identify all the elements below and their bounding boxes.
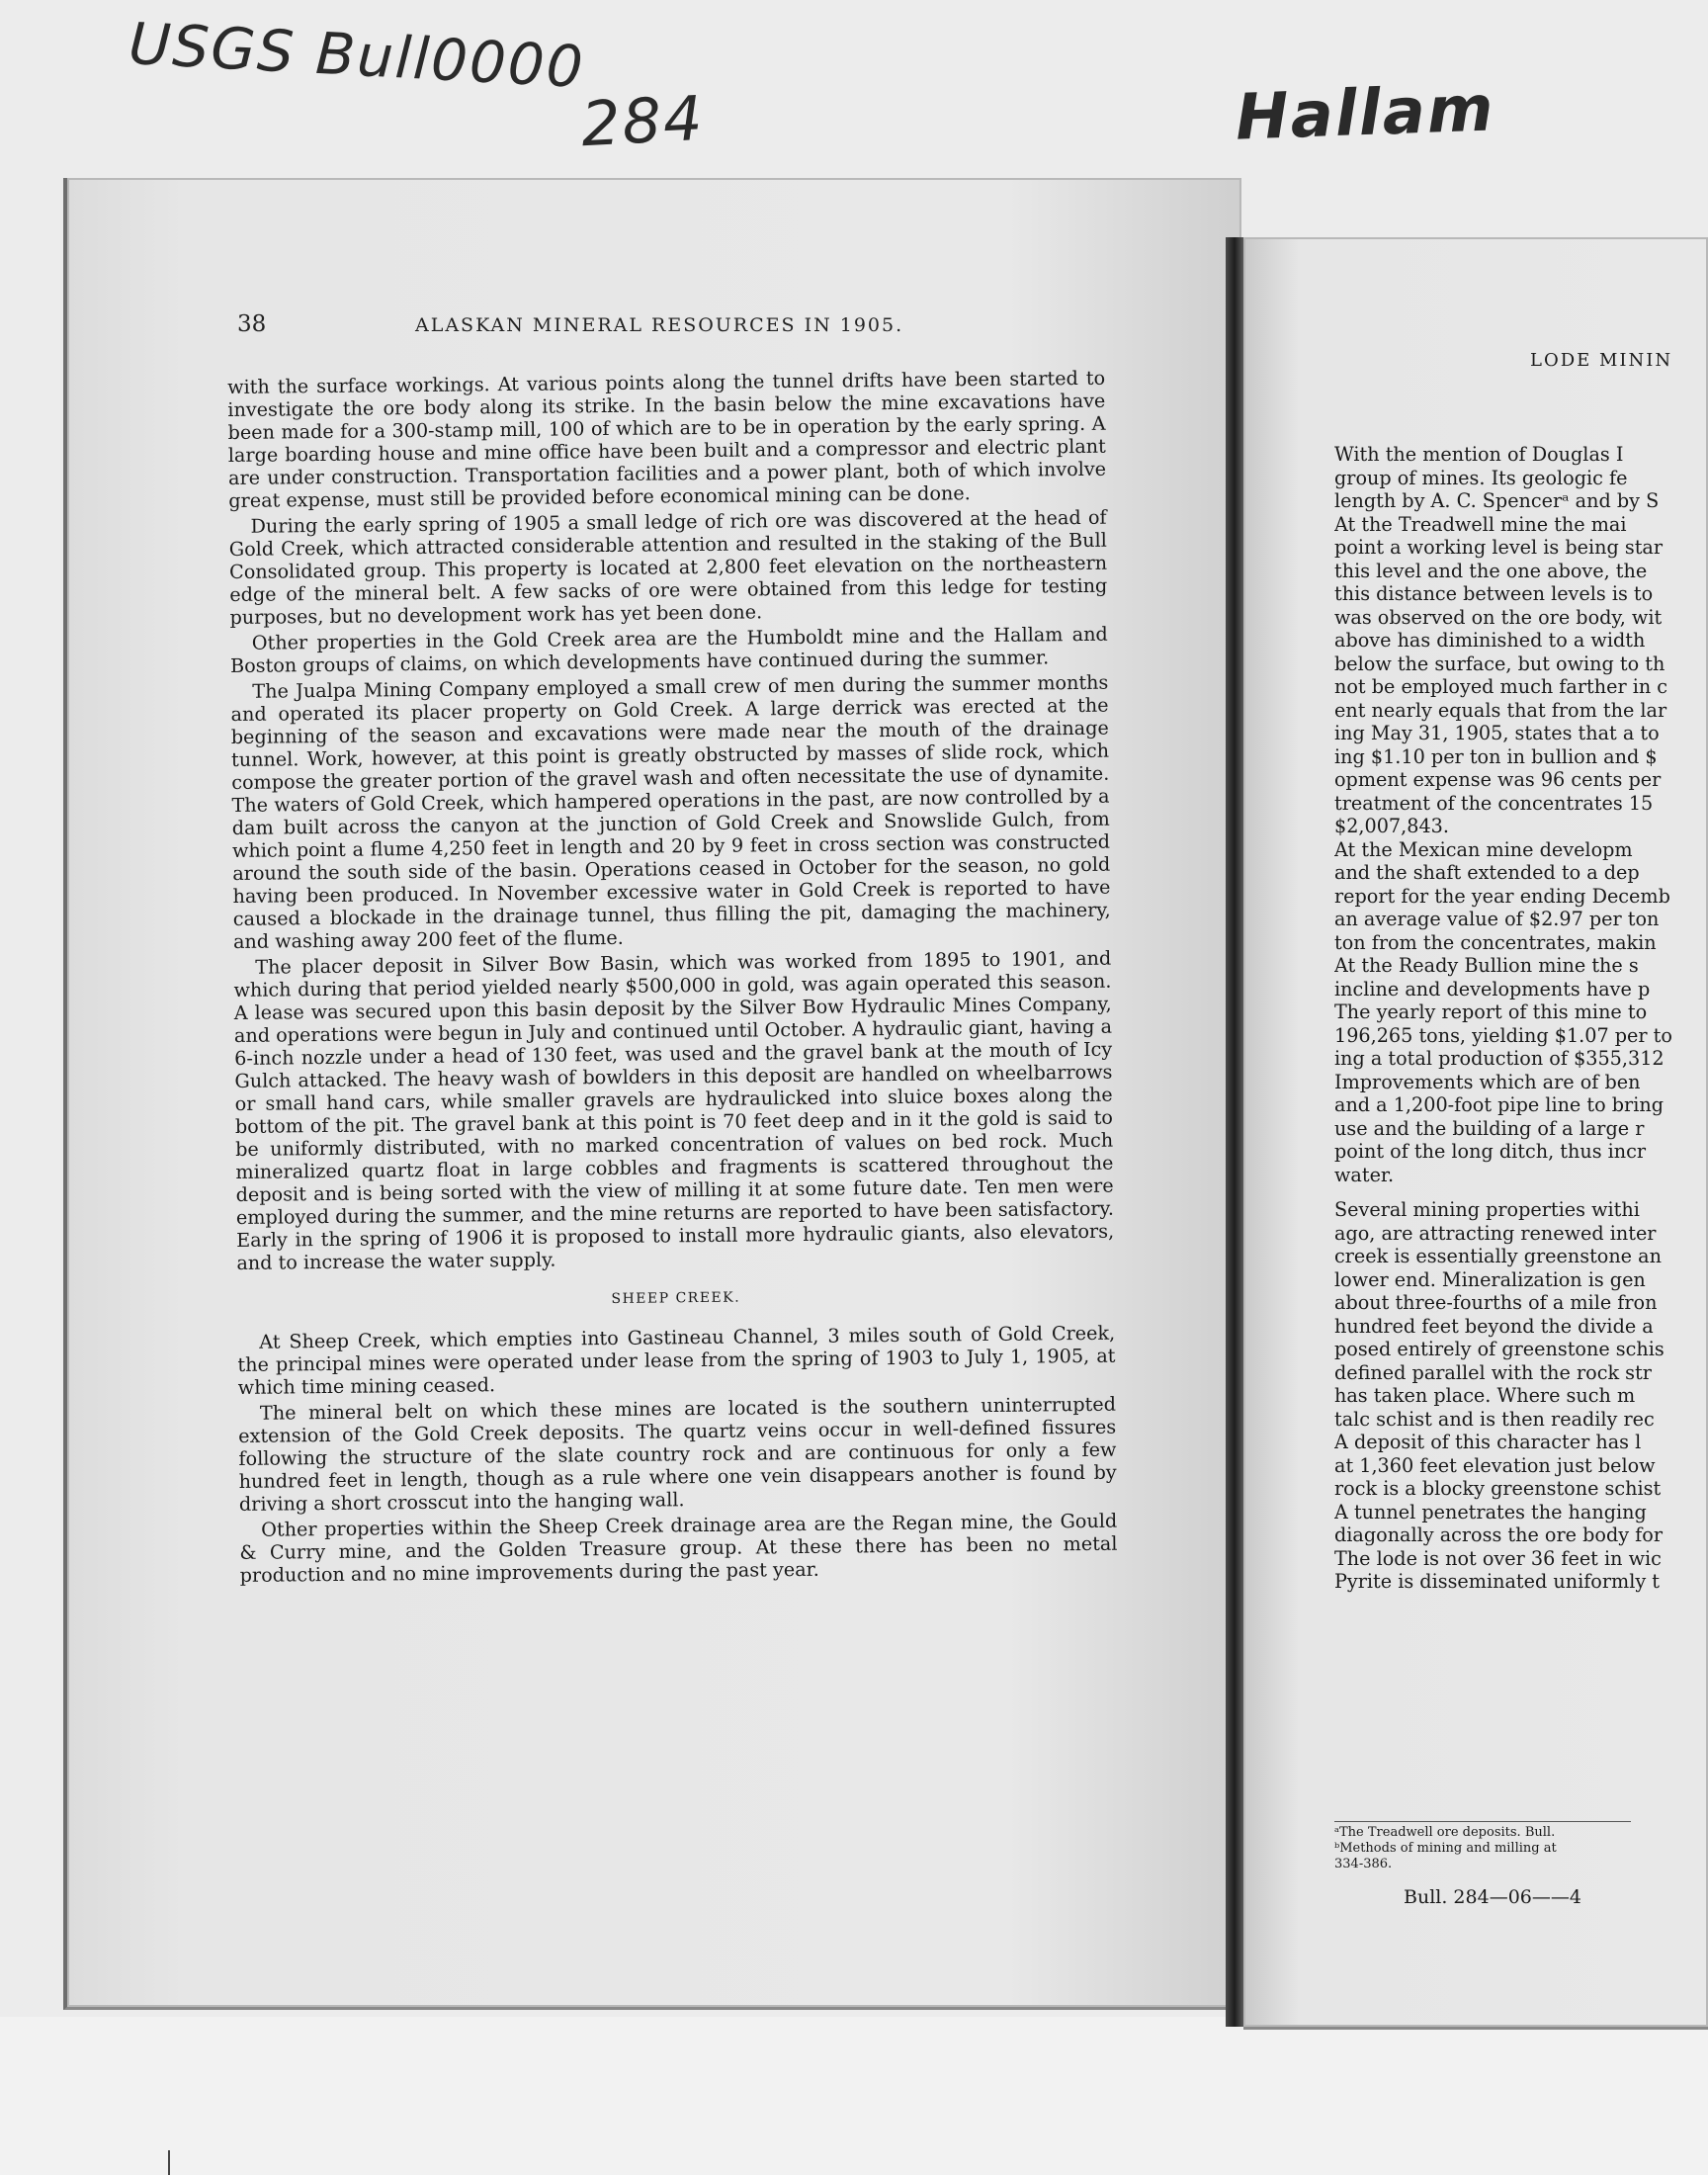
paragraph: The Jualpa Mining Company employed a small crew of men during the summer months and operated its placer property on Gold Creek. A large derrick was erected at the beginning of the season and excavations were made near the mouth of the drainage tunnel. Work, however, at this point is greatly obstructed by masses of slide rock, which compose the greater portion of the gravel wash and often necessitate the use of dynamite. The waters of Gold Creek, which hampered operations in the past, are now controlled by a dam built across the canyon at the junction of Gold Creek and Snowslide Gulch, from which point a flume 4,250 feet in length and 20 by 9 feet in cross section was constructed around the south side of the basin. Operations ceased in October for the season, no gold having been produced. In November excessive water in Gold Creek is reported to have caused a blockade in the drainage tunnel, thus filling the pit, damaging the machinery, and washing away 200 feet of the flume. — [230, 670, 1111, 953]
text-line: has taken place. Where such m — [1334, 1384, 1636, 1407]
text-line: length by A. C. Spencerᵃ and by S — [1334, 489, 1660, 512]
text-line: Pyrite is disseminated uniformly t — [1334, 1570, 1661, 1593]
handwritten-name: Hallam — [1234, 72, 1496, 155]
footnote: ᵃThe Treadwell ore deposits. Bull. — [1334, 1825, 1556, 1840]
text-line: ing $1.10 per ton in bullion and $ — [1334, 744, 1658, 768]
text-line: talc schist and is then readily rec — [1334, 1407, 1655, 1431]
paragraph: Other properties in the Gold Creek area are the Humboldt mine and the Hallam and Boston groups of claims, on which developments have continued during the summer. — [229, 622, 1108, 677]
text-line: posed entirely of greenstone schis — [1334, 1338, 1665, 1360]
text-line: about three-fourths of a mile fron — [1334, 1291, 1658, 1314]
text-line: and a 1,200-foot pipe line to bring — [1334, 1093, 1664, 1116]
text-line: point of the long ditch, thus incr — [1334, 1140, 1647, 1163]
text-line: rock is a blocky greenstone schist — [1334, 1477, 1662, 1500]
text-line: ing May 31, 1905, states that a to — [1334, 722, 1660, 744]
paragraph: with the surface workings. At various points along the tunnel drifts have been started to investigate the ore body along its strike. In the basin below the mine excavations have been made for a 300-stamp mill, 100 of which are to be in operation by the early spring. A large boarding house and mine office have been built and a compressor and electric plant are under construction. Transportation facilities and a power plant, both of which involve great expense, must still be provided before economical mining can be done. — [227, 366, 1107, 512]
right-page-body — [1334, 443, 1708, 1594]
text-line: creek is essentially greenstone an — [1334, 1245, 1662, 1267]
footnote: 334-386. — [1334, 1857, 1393, 1871]
text-line: incline and developments have p — [1334, 977, 1651, 1000]
running-title: ALASKAN MINERAL RESOURCES IN 1905. — [415, 314, 904, 336]
right-running-title: LODE MININ — [1530, 350, 1673, 371]
text-line: treatment of the concentrates 15 — [1334, 791, 1654, 815]
text-line — [1334, 1186, 1708, 1198]
text-line: and the shaft extended to a dep — [1334, 861, 1640, 884]
text-line: diagonally across the ore body for — [1334, 1523, 1663, 1546]
text-line: an average value of $2.97 per ton — [1334, 908, 1660, 930]
text-line: The lode is not over 36 feet in wic — [1334, 1546, 1662, 1570]
footnote: ᵇMethods of mining and milling at — [1334, 1841, 1557, 1856]
text-line: water. — [1334, 1163, 1395, 1186]
text-line: this level and the one above, the — [1334, 559, 1648, 582]
text-line: Several mining properties withi — [1334, 1198, 1640, 1221]
text-line: hundred feet beyond the divide a — [1334, 1314, 1654, 1338]
book-spine — [1226, 237, 1243, 2027]
text-line: At the Ready Bullion mine the s — [1334, 954, 1639, 977]
text-line: lower end. Mineralization is gen — [1334, 1267, 1646, 1291]
text-line: this distance between levels is to — [1334, 582, 1654, 605]
text-line: 196,265 tons, yielding $1.07 per to — [1334, 1023, 1672, 1047]
text-line: use and the building of a large r — [1334, 1116, 1645, 1140]
footnotes — [1334, 1821, 1708, 1872]
text-line: A tunnel penetrates the hanging — [1334, 1500, 1647, 1523]
text-line: defined parallel with the rock str — [1334, 1360, 1652, 1384]
paragraph: Other properties within the Sheep Creek drainage area are the Regan mine, the Gould & Curry mine, and the Golden Treasure group. At these there has been no metal production and no mine improvements during the past year. — [239, 1509, 1118, 1587]
paragraph: At Sheep Creek, which empties into Gastineau Channel, 3 miles south of Gold Creek, the principal mines were operated under lease from the spring of 1903 to July 1, 1905, at which time mining ceased. — [237, 1321, 1116, 1399]
text-line: not be employed much farther in c — [1334, 675, 1668, 698]
text-line: point a working level is being star — [1334, 536, 1664, 559]
text-line: The yearly report of this mine to — [1334, 1000, 1648, 1023]
text-line: At the Treadwell mine the mai — [1334, 512, 1627, 536]
footnote-rule — [1334, 1821, 1631, 1822]
left-page-body — [227, 367, 1118, 1590]
text-line: was observed on the ore body, wit — [1334, 605, 1663, 629]
text-line: at 1,360 feet elevation just below — [1334, 1453, 1656, 1477]
signature-mark: Bull. 284—06——4 — [1404, 1886, 1581, 1908]
text-line: A deposit of this character has l — [1334, 1431, 1642, 1453]
text-line: With the mention of Douglas I — [1334, 443, 1624, 466]
handwritten-label: USGS Bull0000 — [127, 9, 587, 102]
text-line: ton from the concentrates, makin — [1334, 930, 1657, 954]
paragraph: During the early spring of 1905 a small ledge of rich ore was discovered at the head of Gold Creek, which attracted considerable attention and resulted in the staking of the Bull Consolidated group. This property is located at 2,800 feet elevation on the northeastern edge of the mineral belt. A few sacks of ore were obtained from this ledge for testing purposes, but no development work has yet been done. — [228, 505, 1108, 629]
text-line: opment expense was 96 cents per — [1334, 768, 1662, 791]
section-heading: SHEEP CREEK. — [611, 1289, 741, 1307]
text-line: $2,007,843. — [1334, 815, 1449, 837]
paragraph: The mineral belt on which these mines are located is the southern uninterrupted extension of the Gold Creek deposits. The quartz veins occur in well-defined fissures following the structure of the slate country rock and are continuous for only a few hundred feet in length, though as a rule where one vein disappears another is found by driving a short crosscut into the hanging wall. — [238, 1392, 1117, 1516]
handwritten-number: 284 — [579, 81, 707, 161]
scan-mark — [168, 2150, 170, 2175]
text-line: At the Mexican mine developm — [1334, 837, 1633, 861]
text-line: ent nearly equals that from the lar — [1334, 698, 1667, 722]
text-line: group of mines. Its geologic fe — [1334, 466, 1628, 489]
text-line: report for the year ending Decemb — [1334, 884, 1670, 908]
paragraph: The placer deposit in Silver Bow Basin, which was worked from 1895 to 1901, and which during that period yielded nearly $500,000 in gold, was again operated this season. A lease was secured upon this basin deposit by the Silver Bow Hydraulic Mines Company, and operations were begun in July and continued until October. A hydraulic giant, having a 6-inch nozzle under a head of 130 feet, was used and the gravel bank at the mouth of Icy Gulch attacked. The heavy wash of bowlders in this deposit are handled on wheelbarrows or small hand cars, while smaller gravels are hydraulicked into sluice boxes along the bottom of the pit. The gravel bank at this point is 70 feet deep and in it the gold is said to be uniformly distributed, with no marked concentration of values on bed rock. Much mineralized quartz float in large cobbles and fragments is scattered throughout the deposit and is being sorted with the view of milling it at some future date. Ten men were employed during the summer, and the mine returns are reported to have been satisfactory. Early in the spring of 1906 it is proposed to install more hydraulic giants, also elevators, and to increase the water supply. — [233, 946, 1115, 1274]
scan-background — [0, 2017, 1708, 2175]
text-line: above has diminished to a width — [1334, 629, 1646, 652]
text-line: ago, are attracting renewed inter — [1334, 1221, 1657, 1245]
text-line: Improvements which are of ben — [1334, 1070, 1641, 1093]
text-line: ing a total production of $355,312 — [1334, 1047, 1665, 1070]
page-number: 38 — [237, 311, 267, 337]
text-line: below the surface, but owing to th — [1334, 652, 1665, 675]
